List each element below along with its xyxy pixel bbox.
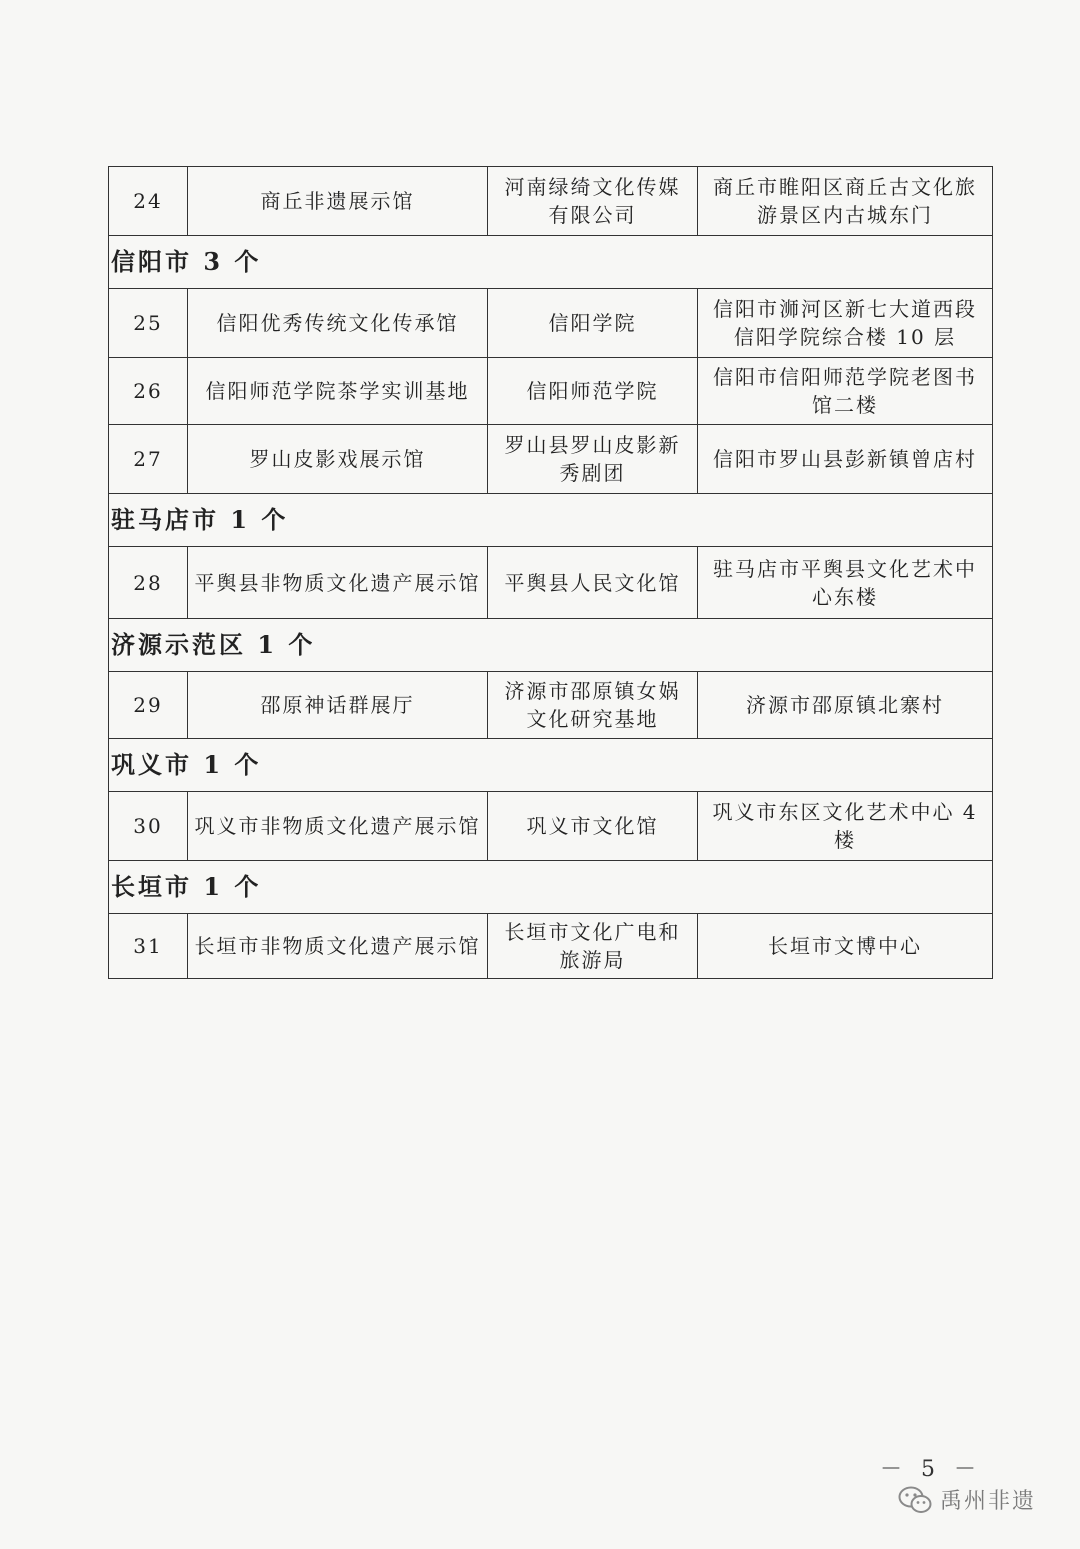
heritage-table — [108, 166, 993, 979]
venue-name: 巩义市非物质文化遗产展示馆 — [188, 792, 488, 861]
operating-unit: 巩义市文化馆 — [488, 792, 698, 861]
row-number: 31 — [109, 914, 188, 979]
venue-name: 平舆县非物质文化遗产展示馆 — [188, 547, 488, 619]
venue-name: 罗山皮影戏展示馆 — [188, 425, 488, 494]
venue-name: 信阳优秀传统文化传承馆 — [188, 289, 488, 358]
venue-name: 邵原神话群展厅 — [188, 672, 488, 739]
group-title: 驻马店市 1 个 — [109, 494, 993, 547]
operating-unit: 平舆县人民文化馆 — [488, 547, 698, 619]
group-title: 济源示范区 1 个 — [109, 619, 993, 672]
table-row — [109, 792, 993, 861]
group-header-row — [109, 236, 993, 289]
venue-address: 信阳市罗山县彭新镇曾店村 — [698, 425, 993, 494]
venue-address: 驻马店市平舆县文化艺术中心东楼 — [698, 547, 993, 619]
page-number: － 5 － — [880, 1457, 982, 1482]
row-number: 28 — [109, 547, 188, 619]
row-number: 24 — [109, 167, 188, 236]
venue-address: 商丘市睢阳区商丘古文化旅游景区内古城东门 — [698, 167, 993, 236]
group-header-row — [109, 861, 993, 914]
operating-unit: 长垣市文化广电和旅游局 — [488, 914, 698, 979]
venue-address: 巩义市东区文化艺术中心 4 楼 — [698, 792, 993, 861]
venue-name: 长垣市非物质文化遗产展示馆 — [188, 914, 488, 979]
watermark-text: 禹州非遗 — [940, 1489, 1037, 1514]
table-row — [109, 358, 993, 425]
venue-address: 长垣市文博中心 — [698, 914, 993, 979]
table-row — [109, 289, 993, 358]
venue-address: 济源市邵原镇北寨村 — [698, 672, 993, 739]
group-header-row — [109, 494, 993, 547]
table-row — [109, 914, 993, 979]
venue-name: 商丘非遗展示馆 — [188, 167, 488, 236]
row-number: 27 — [109, 425, 188, 494]
operating-unit: 河南绿绮文化传媒有限公司 — [488, 167, 698, 236]
operating-unit: 信阳师范学院 — [488, 358, 698, 425]
group-title: 长垣市 1 个 — [109, 861, 993, 914]
table-row — [109, 425, 993, 494]
group-title: 巩义市 1 个 — [109, 739, 993, 792]
operating-unit: 信阳学院 — [488, 289, 698, 358]
table-row — [109, 672, 993, 739]
row-number: 25 — [109, 289, 188, 358]
venue-address: 信阳市浉河区新七大道西段信阳学院综合楼 10 层 — [698, 289, 993, 358]
group-header-row — [109, 739, 993, 792]
operating-unit: 罗山县罗山皮影新秀剧团 — [488, 425, 698, 494]
table-row — [109, 547, 993, 619]
group-title: 信阳市 3 个 — [109, 236, 993, 289]
venue-address: 信阳市信阳师范学院老图书馆二楼 — [698, 358, 993, 425]
row-number: 26 — [109, 358, 188, 425]
wechat-icon — [898, 1486, 932, 1514]
venue-name: 信阳师范学院茶学实训基地 — [188, 358, 488, 425]
watermark — [898, 1484, 1036, 1515]
group-header-row — [109, 619, 993, 672]
row-number: 30 — [109, 792, 188, 861]
row-number: 29 — [109, 672, 188, 739]
operating-unit: 济源市邵原镇女娲文化研究基地 — [488, 672, 698, 739]
table-row — [109, 167, 993, 236]
